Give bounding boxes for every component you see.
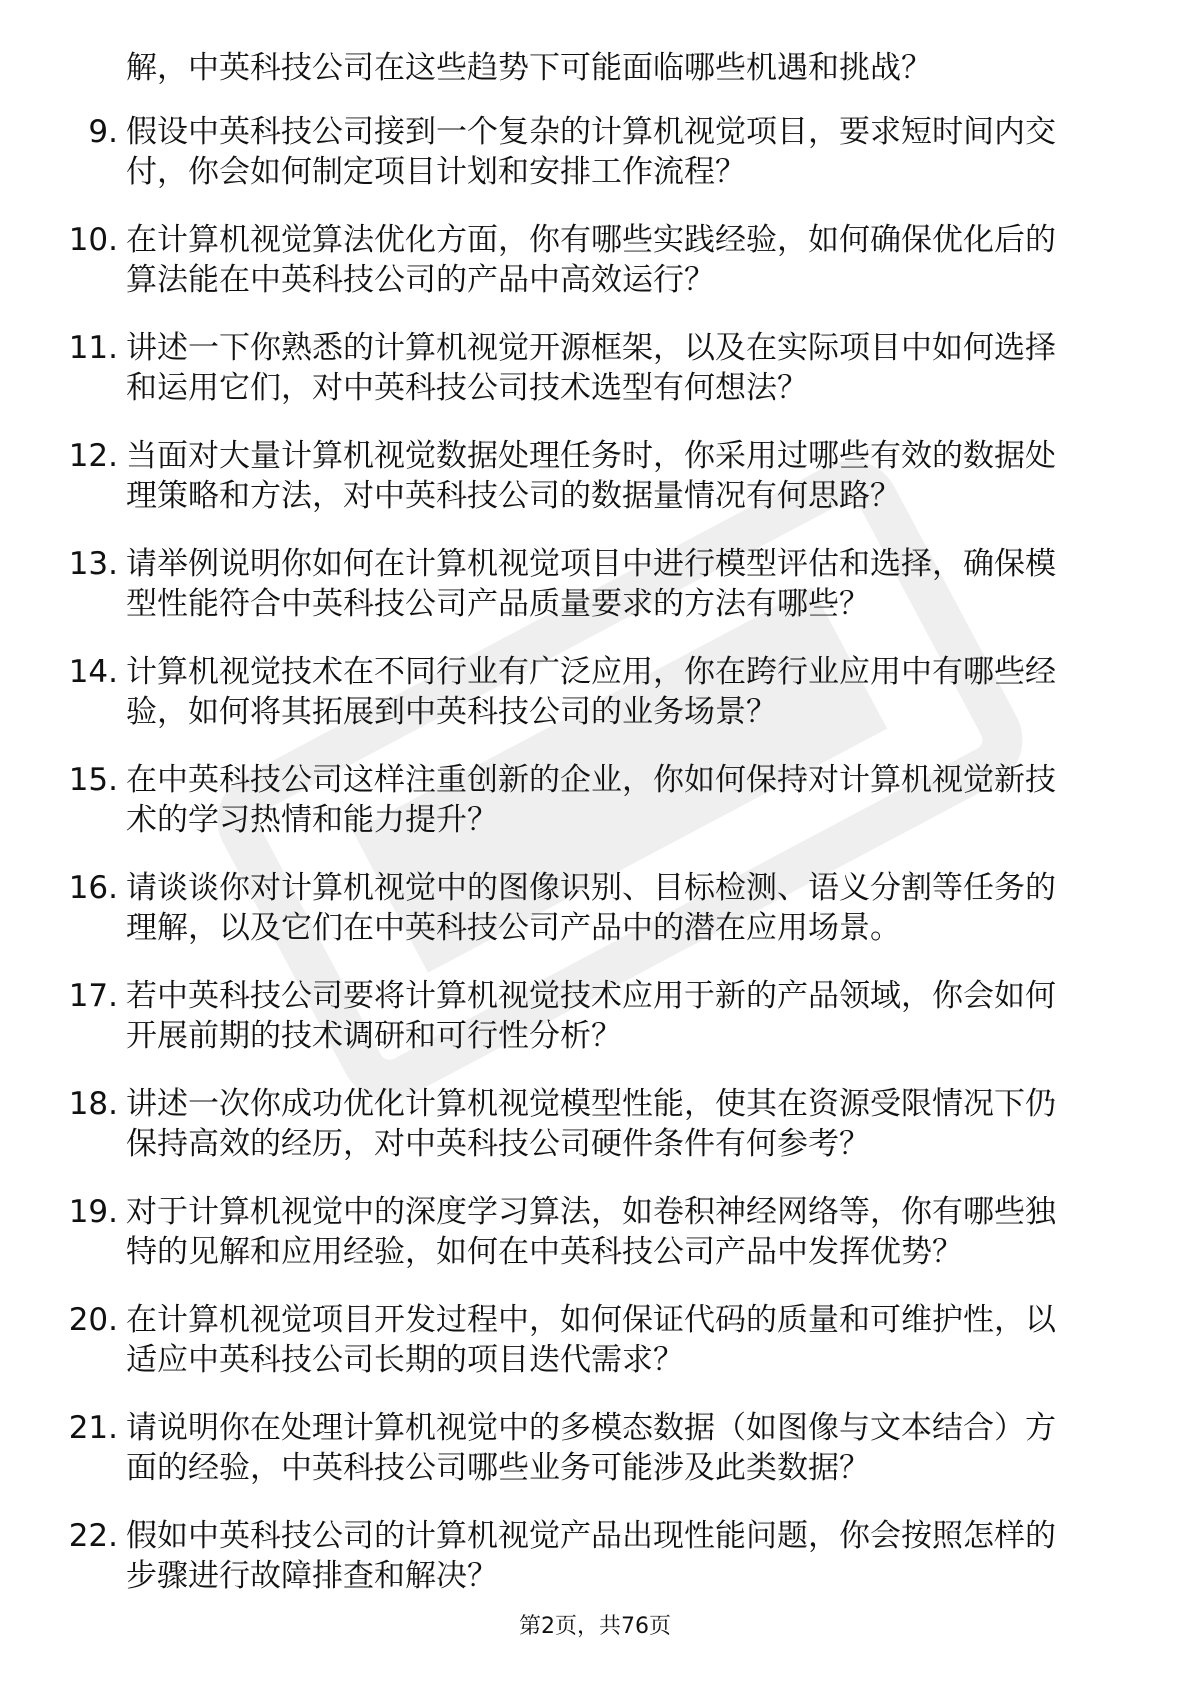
question-text: 假如中英科技公司的计算机视觉产品出现性能问题，你会按照怎样的步骤进行故障排查和解决？ (126, 1518, 1056, 1594)
question-number: 11. (68, 330, 118, 366)
question-text: 在计算机视觉算法优化方面，你有哪些实践经验，如何确保优化后的算法能在中英科技公司的产品中高效运行？ (126, 222, 1056, 298)
list-item (0, 544, 1190, 624)
continuation-text: 解，中英科技公司在这些趋势下可能面临哪些机遇和挑战？ (126, 50, 932, 86)
question-number: 18. (68, 1086, 118, 1122)
question-text: 在计算机视觉项目开发过程中，如何保证代码的质量和可维护性，以适应中英科技公司长期的项目迭代需求？ (126, 1302, 1056, 1378)
question-text: 请说明你在处理计算机视觉中的多模态数据（如图像与文本结合）方面的经验，中英科技公司哪些业务可能涉及此类数据？ (126, 1410, 1056, 1486)
question-text: 假设中英科技公司接到一个复杂的计算机视觉项目，要求短时间内交付，你会如何制定项目计划和安排工作流程？ (126, 114, 1056, 190)
page-number-footer: 第2页，共76页 (519, 1614, 671, 1639)
list-item (0, 436, 1190, 516)
question-number: 16. (68, 870, 118, 906)
question-text: 若中英科技公司要将计算机视觉技术应用于新的产品领域，你会如何开展前期的技术调研和可行性分析？ (126, 978, 1056, 1054)
list-item (0, 112, 1190, 192)
question-number: 12. (68, 438, 118, 474)
question-text: 请谈谈你对计算机视觉中的图像识别、目标检测、语义分割等任务的理解，以及它们在中英科技公司产品中的潜在应用场景。 (126, 870, 1056, 946)
question-text: 讲述一次你成功优化计算机视觉模型性能，使其在资源受限情况下仍保持高效的经历，对中英科技公司硬件条件有何参考？ (126, 1086, 1056, 1162)
list-item (0, 1192, 1190, 1272)
list-item (0, 1516, 1190, 1596)
question-number: 15. (68, 762, 118, 798)
question-number: 19. (68, 1194, 118, 1230)
question-number: 21. (68, 1410, 118, 1446)
question-text: 在中英科技公司这样注重创新的企业，你如何保持对计算机视觉新技术的学习热情和能力提升？ (126, 762, 1056, 838)
list-item (0, 220, 1190, 300)
question-text: 计算机视觉技术在不同行业有广泛应用，你在跨行业应用中有哪些经验，如何将其拓展到中英科技公司的业务场景？ (126, 654, 1056, 730)
list-item (0, 1408, 1190, 1488)
question-number: 20. (68, 1302, 118, 1338)
list-item (0, 760, 1190, 840)
list-item (0, 1300, 1190, 1380)
question-text: 讲述一下你熟悉的计算机视觉开源框架，以及在实际项目中如何选择和运用它们，对中英科技公司技术选型有何想法？ (126, 330, 1056, 406)
question-number: 22. (68, 1518, 118, 1554)
question-text: 对于计算机视觉中的深度学习算法，如卷积神经网络等，你有哪些独特的见解和应用经验，如何在中英科技公司产品中发挥优势？ (126, 1194, 1056, 1270)
list-item (0, 652, 1190, 732)
question-number: 9. (88, 114, 118, 150)
list-item (0, 868, 1190, 948)
question-number: 17. (68, 978, 118, 1014)
list-item (0, 1084, 1190, 1164)
question-number: 13. (68, 546, 118, 582)
question-number: 14. (68, 654, 118, 690)
question-list (0, 112, 1190, 1624)
question-number: 10. (68, 222, 118, 258)
question-text: 请举例说明你如何在计算机视觉项目中进行模型评估和选择，确保模型性能符合中英科技公司产品质量要求的方法有哪些？ (126, 546, 1056, 622)
list-item (0, 976, 1190, 1056)
question-text: 当面对大量计算机视觉数据处理任务时，你采用过哪些有效的数据处理策略和方法，对中英科技公司的数据量情况有何思路？ (126, 438, 1056, 514)
list-item (0, 328, 1190, 408)
